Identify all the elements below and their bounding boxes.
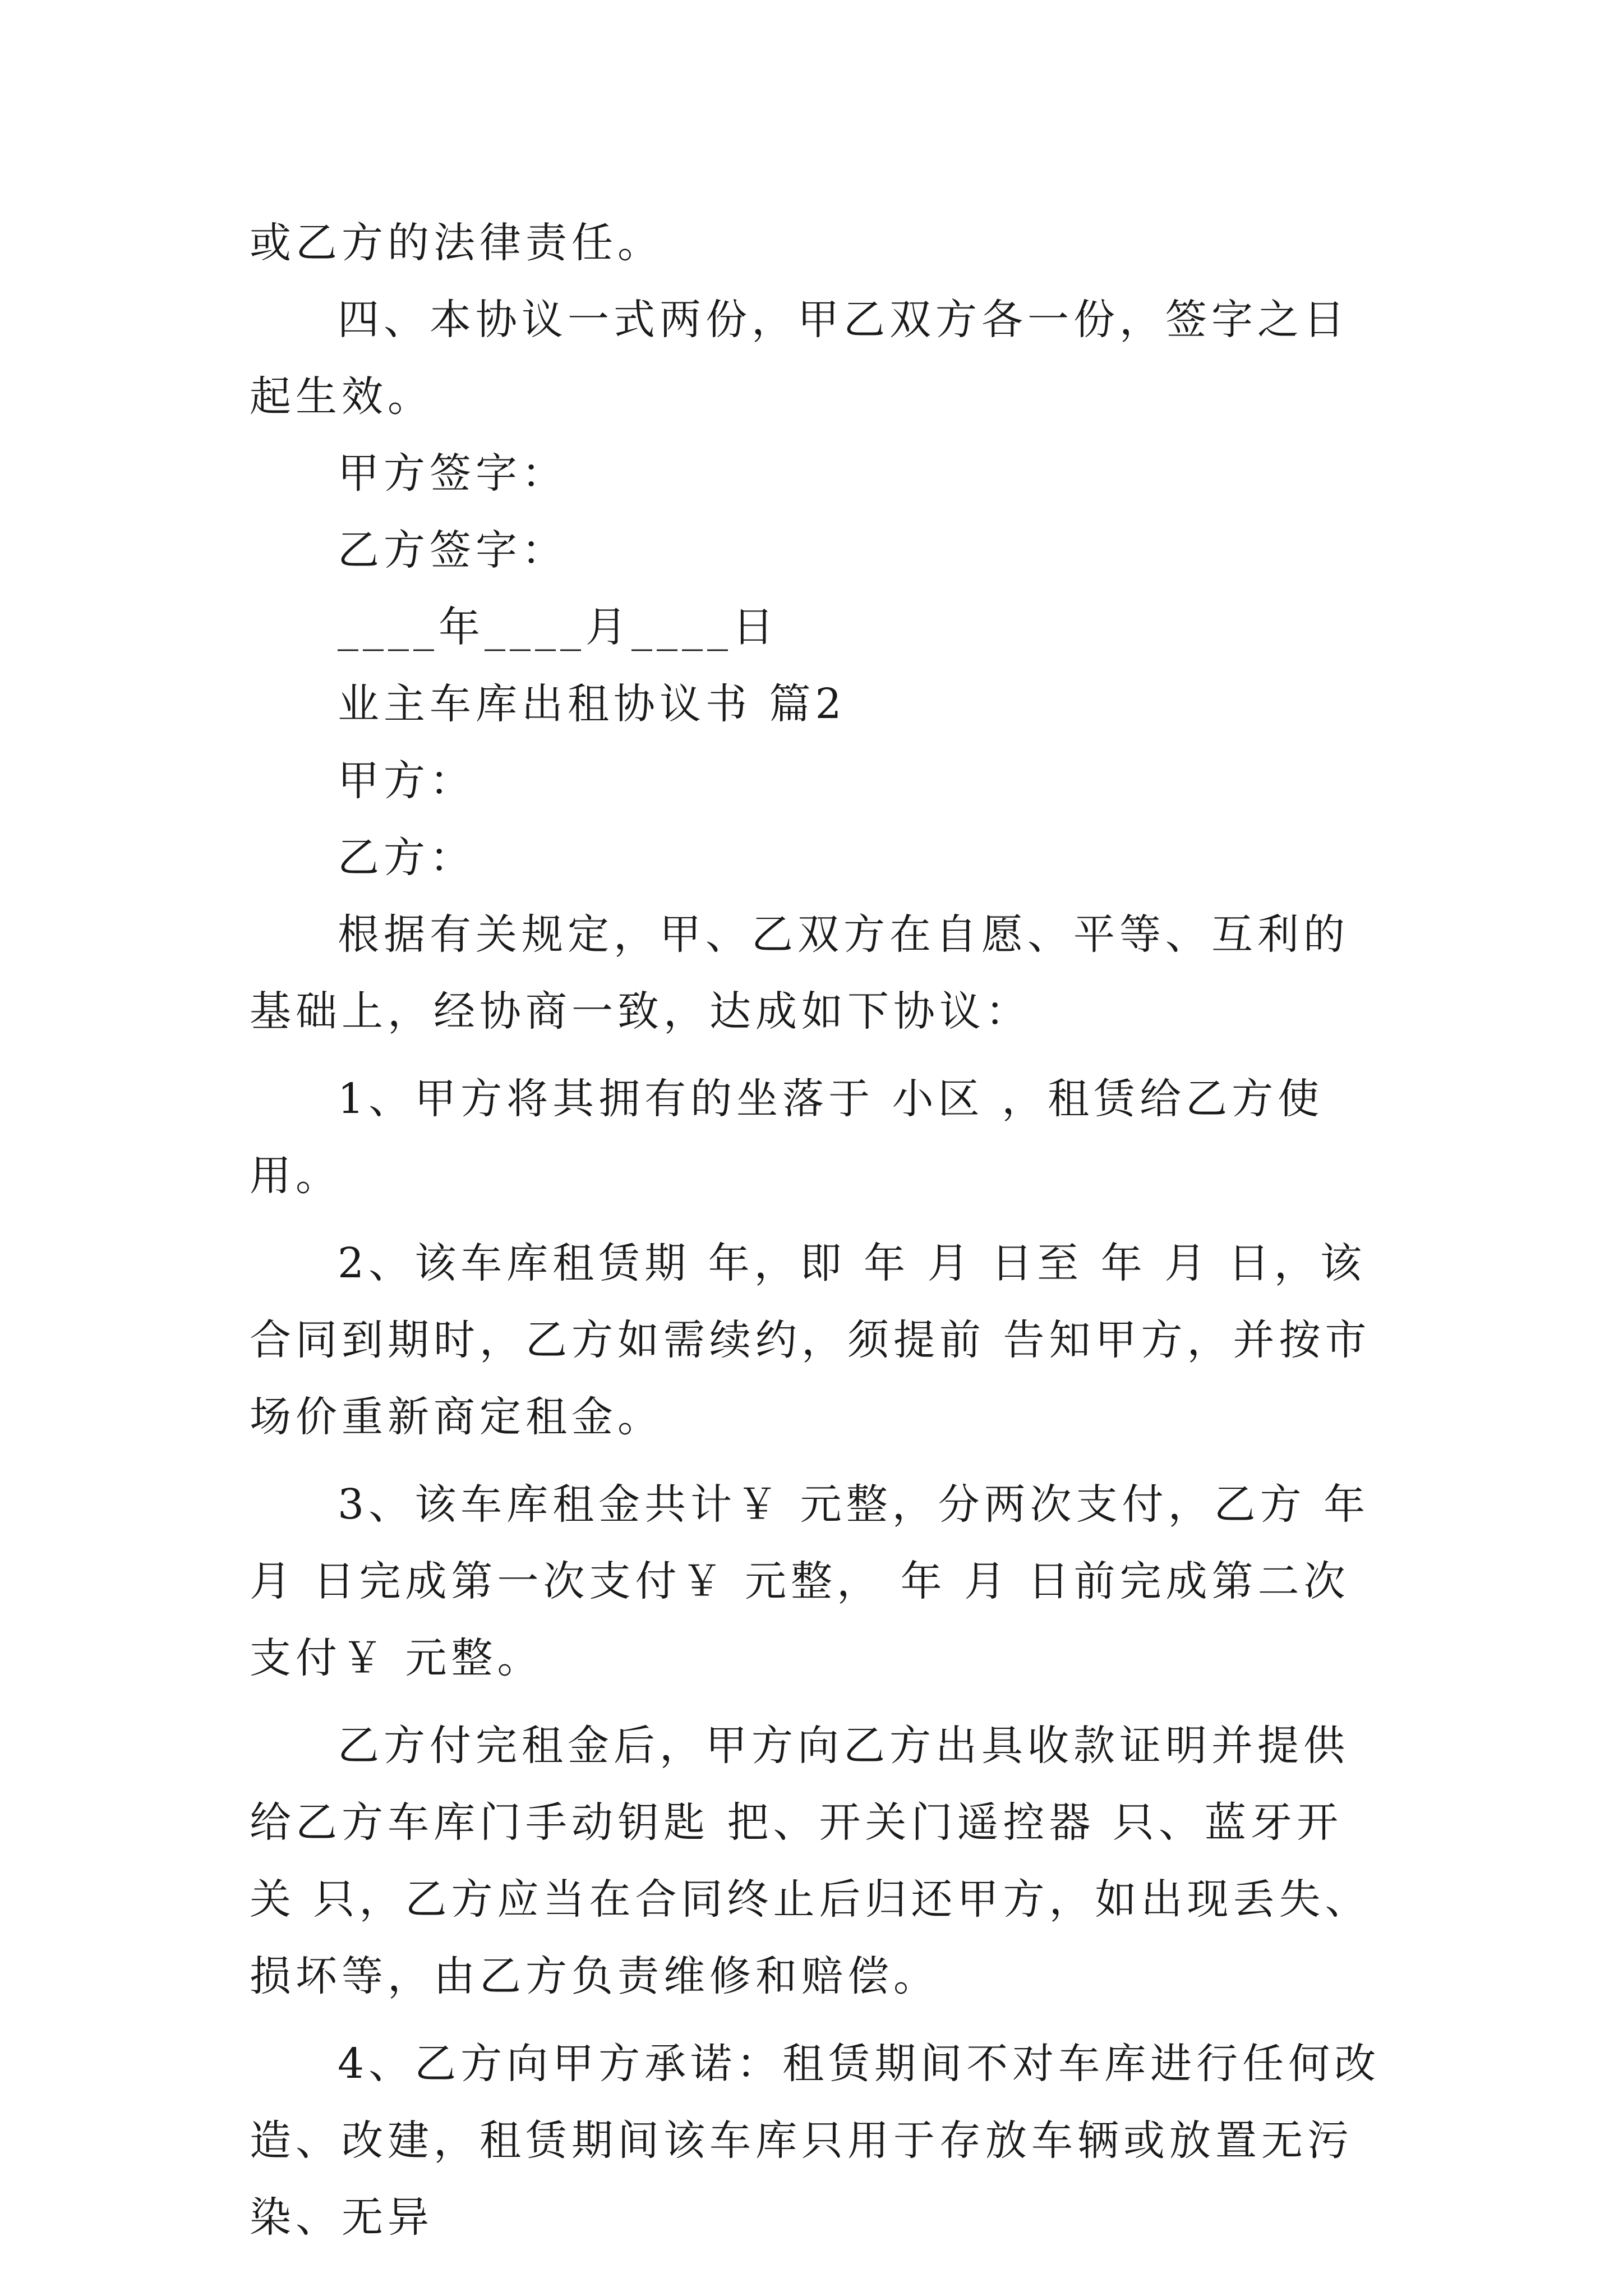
paragraph-clause-4: 4、乙方向甲方承诺：租赁期间不对车库进行任何改造、改建，租赁期间该车库只用于存放车辆或放置无污染、无异 [250, 2040, 1381, 2242]
paragraph-continuation: 或乙方的法律责任。 [250, 219, 663, 267]
paragraph-keys: 乙方付完租金后，甲方向乙方出具收款证明并提供给乙方车库门手动钥匙 把、开关门遥控器 只、蓝牙开关 只，乙方应当在合同终止后归还甲方，如出现丢失、损坏等，由乙方负责维修和赔偿。 [250, 1722, 1371, 2000]
party-a-signature-line: 甲方签字： [338, 449, 568, 498]
paragraph-clause-four: 四、本协议一式两份，甲乙双方各一份，签字之日起生效。 [250, 296, 1349, 421]
date-line: ____年____月____日 [338, 603, 778, 651]
document-body [250, 205, 1388, 2256]
party-b-signature-line: 乙方签字： [338, 526, 568, 574]
paragraph-clause-3: 3、该车库租金共计￥ 元整，分两次支付，乙方 年 月 日完成第一次支付￥ 元整， 年 月 日前完成第二次支付￥ 元整。 [250, 1480, 1370, 1682]
paragraph-clause-2: 2、该车库租赁期 年，即 年 月 日至 年 月 日，该合同到期时，乙方如需续约，须提前 告知甲方，并按市场价重新商定租金。 [250, 1239, 1371, 1441]
party-a-line: 甲方： [338, 757, 476, 805]
paragraph-preamble: 根据有关规定，甲、乙双方在自愿、平等、互利的基础上，经协商一致，达成如下协议： [250, 910, 1349, 1036]
paragraph-clause-1: 1、甲方将其拥有的坐落于 小区 ，租赁给乙方使用。 [250, 1075, 1324, 1200]
party-b-line: 乙方： [338, 834, 476, 882]
section-title: 业主车库出租协议书 篇2 [338, 680, 846, 728]
